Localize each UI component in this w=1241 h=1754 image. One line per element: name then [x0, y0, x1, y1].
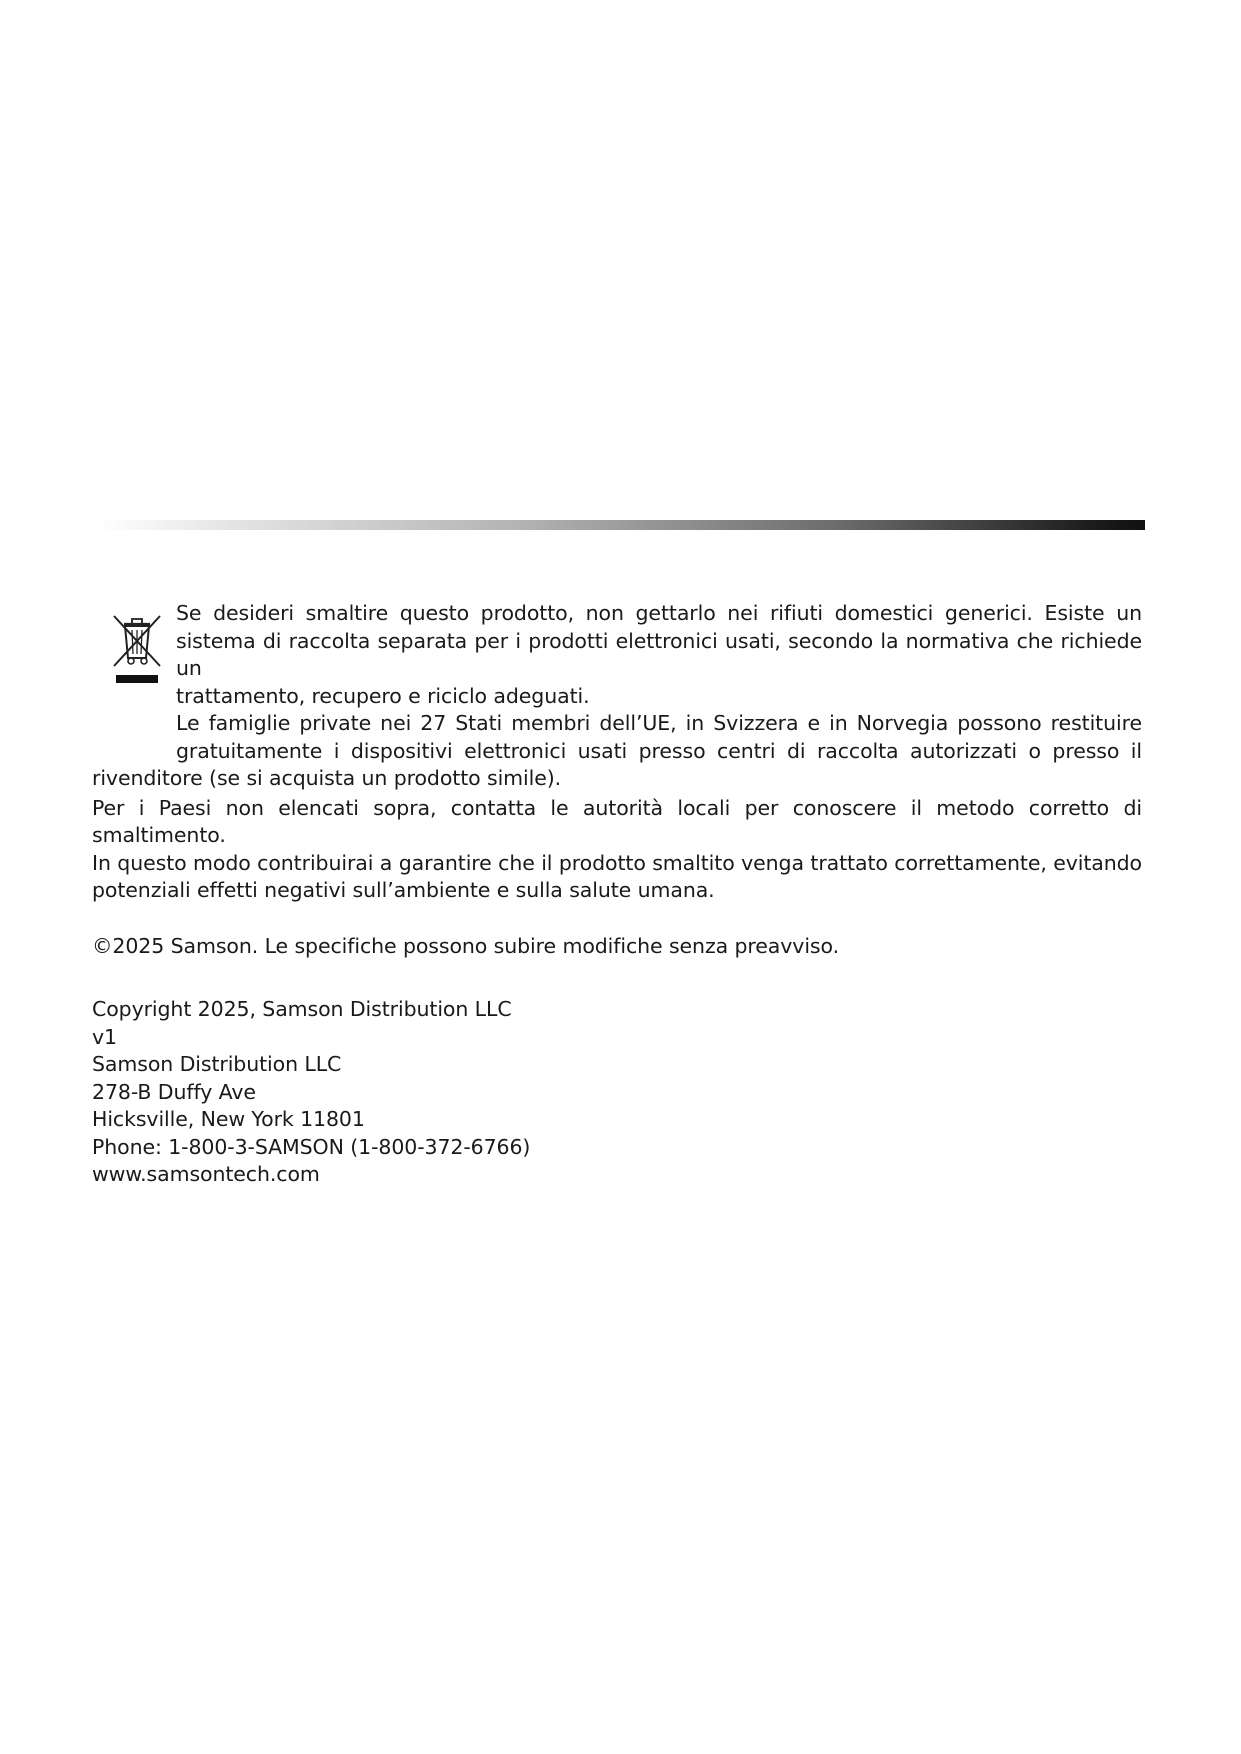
version-label: v1: [92, 1024, 117, 1049]
notice-line: Le famiglie private nei 27 Stati membri dell’UE, in Svizzera e in Norvegia possono restituire: [176, 711, 1142, 735]
notice-line: trattamento, recupero e riciclo adeguati.: [176, 683, 590, 708]
website-url: www.samsontech.com: [92, 1162, 320, 1186]
section-divider-rule: [95, 520, 1145, 530]
weee-disposal-notice: [92, 600, 1142, 960]
notice-line: Se desideri smaltire questo prodotto, non gettarlo nei rifiuti domestici generici. Esiste un: [176, 601, 1142, 625]
notice-line: rivenditore (se si acquista un prodotto simile).: [92, 766, 562, 790]
notice-line: sistema di raccolta separata per i prodotti elettronici usati, secondo la normativa che richiede un: [176, 628, 1142, 680]
copyright-line: Copyright 2025, Samson Distribution LLC: [92, 997, 512, 1021]
phone-number: Phone: 1-800-3-SAMSON (1-800-372-6766): [92, 1134, 531, 1159]
copyright-notice: ©2025 Samson. Le specifiche possono subire modifiche senza preavviso.: [92, 933, 839, 958]
notice-line: gratuitamente i dispositivi elettronici usati presso centri di raccolta autorizzati o presso il: [176, 738, 1142, 763]
notice-line: In questo modo contribuirai a garantire che il prodotto smaltito venga trattato correttamente, evitando: [92, 850, 1142, 875]
notice-line: Per i Paesi non elencati sopra, contatta le autorità locali per conoscere il metodo corretto di smaltimento.: [92, 795, 1142, 847]
street-address: 278-B Duffy Ave: [92, 1079, 256, 1104]
city-address: Hicksville, New York 11801: [92, 1107, 365, 1131]
company-name: Samson Distribution LLC: [92, 1052, 342, 1076]
address-block: [92, 996, 530, 1189]
notice-line: potenziali effetti negativi sull’ambiente e sulla salute umana.: [92, 878, 715, 902]
